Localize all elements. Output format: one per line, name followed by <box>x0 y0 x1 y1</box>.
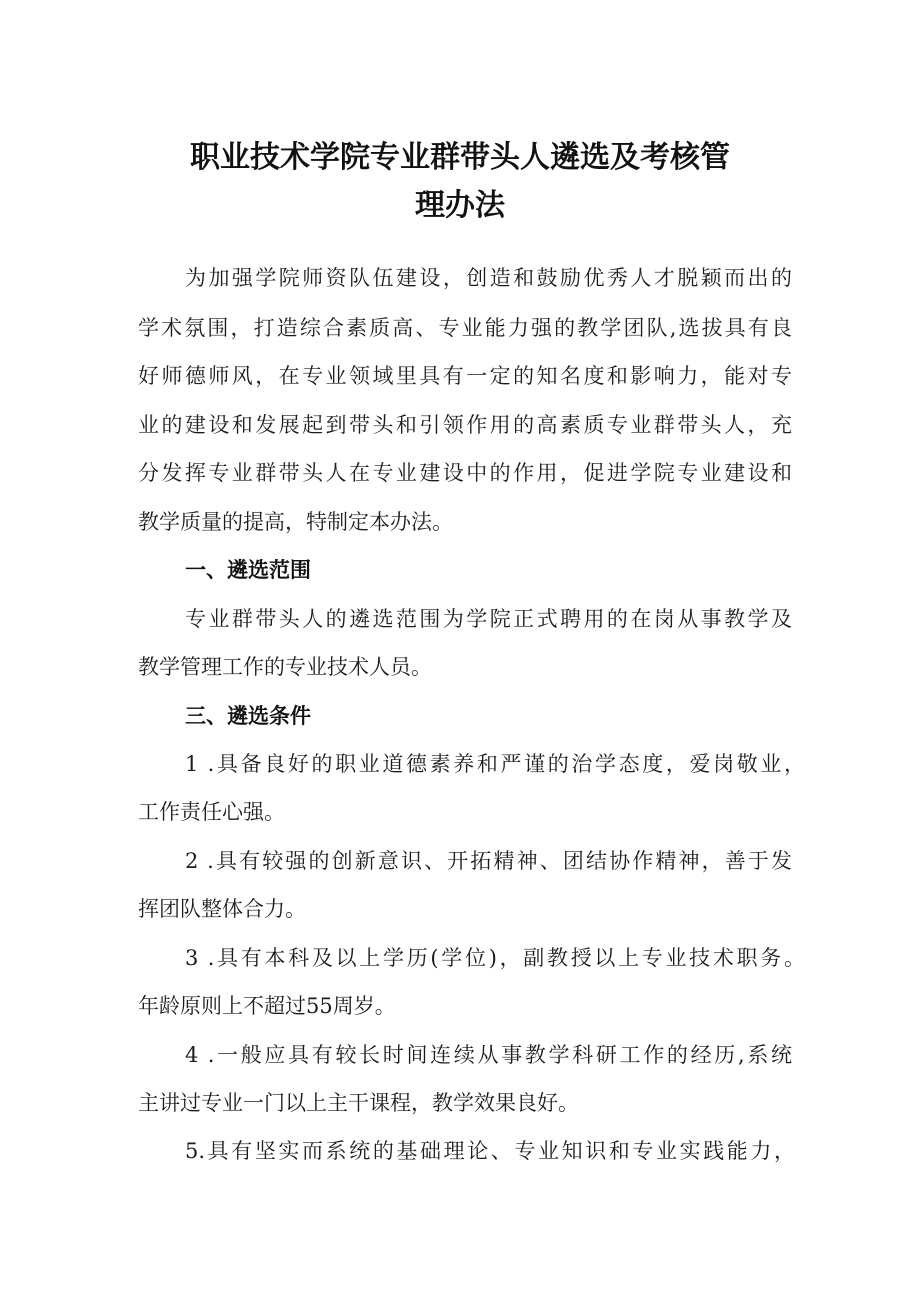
condition-3-line-1: 3 .具有本科及以上学历(学位)，副教授以上专业技术职务。 <box>185 946 805 970</box>
condition-2-line-1: 2 .具有较强的创新意识、开拓精神、团结协作精神，善于发 <box>185 849 792 873</box>
intro-line-2: 学术氛围，打造综合素质高、专业能力强的教学团队,选拔具有良 <box>138 316 792 340</box>
section-heading-conditions: 三、遴选条件 <box>185 704 311 728</box>
condition-1-line-1: 1 .具备良好的职业道德素养和严谨的治学态度，爱岗敬业， <box>185 752 805 776</box>
condition-4-line-1: 4 .一般应具有较长时间连续从事教学科研工作的经历,系统 <box>185 1043 792 1067</box>
scope-line-2: 教学管理工作的专业技术人员。 <box>138 655 432 679</box>
section-heading-scope: 一、遴选范围 <box>185 558 311 582</box>
intro-line-5: 分发挥专业群带头人在专业建设中的作用，促进学院专业建设和 <box>138 461 792 485</box>
condition-2-line-2: 挥团队整体合力。 <box>138 897 306 921</box>
condition-4-line-2: 主讲过专业一门以上主干课程，教学效果良好。 <box>138 1091 579 1115</box>
document-title-line-2: 理办法 <box>415 188 505 223</box>
scope-line-1: 专业群带头人的遴选范围为学院正式聘用的在岗从事教学及 <box>185 607 792 631</box>
condition-3-line-2: 年龄原则上不超过55周岁。 <box>138 994 396 1018</box>
condition-1-line-2: 工作责任心强。 <box>138 800 285 824</box>
intro-line-3: 好师德师风，在专业领域里具有一定的知名度和影响力，能对专 <box>138 364 792 388</box>
intro-line-6: 教学质量的提高，特制定本办法。 <box>138 510 453 534</box>
intro-line-4: 业的建设和发展起到带头和引领作用的高素质专业群带头人，充 <box>138 413 792 437</box>
condition-5-line-1: 5.具有坚实而系统的基础理论、专业知识和专业实践能力， <box>185 1139 795 1163</box>
intro-line-1: 为加强学院师资队伍建设，创造和鼓励优秀人才脱颖而出的 <box>185 266 792 290</box>
document-title-line-1: 职业技术学院专业群带头人遴选及考核管 <box>190 140 730 175</box>
